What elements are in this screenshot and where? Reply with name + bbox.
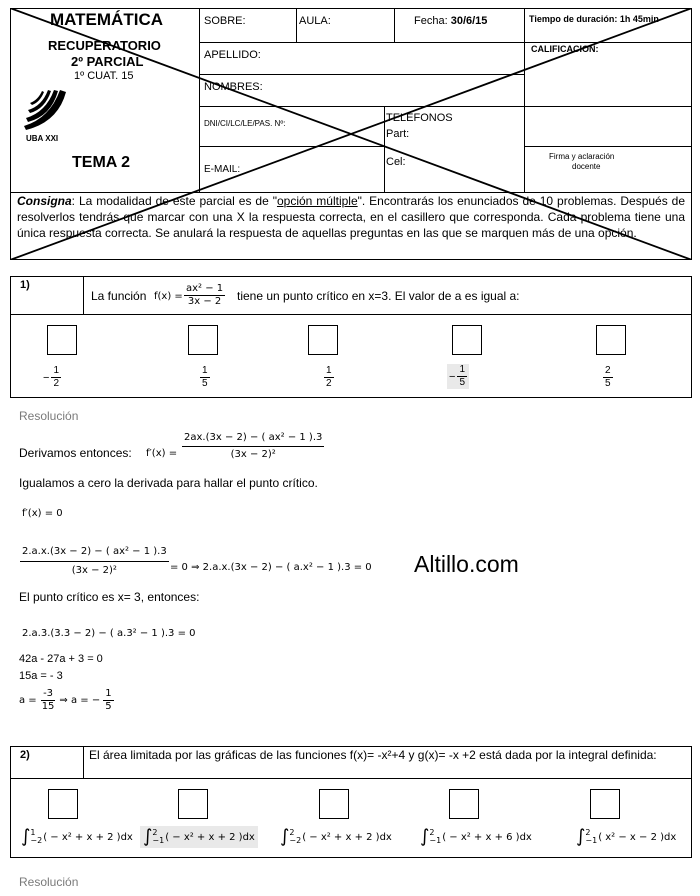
question-1-divider [10,314,692,315]
resolution-2-title: Resolución [19,875,79,889]
final-answer: a = $\frac{-3}{15}$ ⇒ a = − $\frac{1}{5}$ [19,688,112,712]
question-1-function-lhs: f(x) = [154,291,183,302]
question-2-text: El área limitada por las gráficas de las funciones f(x)= -x²+4 y g(x)= -x +2 está dada por la integral definida: [89,748,657,762]
fecha-value: 30/6/15 [450,15,488,27]
simplified-line-b: 15a = - 3 [19,670,63,682]
q1-option-1-checkbox[interactable] [47,325,77,355]
question-1-text-before: La función [91,289,147,303]
firma-line1: Firma y aclaración [549,152,615,161]
aula-label: AULA: [299,15,331,27]
q1-option-1-value: − $\frac{1}{2}$ [43,365,59,389]
q2-option-5-checkbox[interactable] [590,789,620,819]
nombres-label: NOMBRES: [204,81,263,93]
q1-option-2-checkbox[interactable] [188,325,218,355]
sobre-label: SOBRE: [204,15,246,27]
integral-sign-icon: ∫ [143,826,153,847]
q2-option-5-integral: ∫ 2 −1 ( x² − x − 2 )dx [576,826,677,847]
derivative-fraction [182,432,324,461]
equation-numerator: 2.a.x.(3x − 2) − ( ax² − 1 ).3 [20,546,169,562]
term-label: 1º CUAT. 15 [74,70,134,82]
q1-option-4-checkbox[interactable] [452,325,482,355]
question-2-number: 2) [20,749,30,761]
igualamos-text: Igualamos a cero la derivada para hallar el punto crítico. [19,476,318,490]
calificacion-label: CALIFICACION: [531,44,599,54]
q1-option-3-checkbox[interactable] [308,325,338,355]
q2-option-4-integral: ∫ 2 −1 ( − x² + x + 6 )dx [420,826,532,847]
partial-label: 2º PARCIAL [71,54,144,69]
derivative-intro: Derivamos entonces: [19,446,132,460]
cross-out-mark [10,8,692,260]
q1-option-3-value: $\frac{1}{2}$ [326,365,332,389]
equation-denominator: (3x − 2)² [71,565,117,576]
consigna-text1: : La modalidad de este parcial es de " [71,194,277,208]
fraction-denominator: 3x − 2 [187,296,222,307]
q2-option-2-checkbox[interactable] [178,789,208,819]
q2-option-4-checkbox[interactable] [449,789,479,819]
simplified-line-a: 42a - 27a + 3 = 0 [19,653,103,665]
derivative-lhs: f′(x) = [146,448,178,459]
q1-option-5-value: $\frac{2}{5}$ [605,365,611,389]
integral-sign-icon: ∫ [576,826,586,847]
q2-option-3-integral: ∫ 2 −2 ( − x² + x + 2 )dx [280,826,392,847]
q1-option-4-value: − $\frac{1}{5}$ [447,364,469,389]
fraction-numerator: ax² − 1 [186,283,224,294]
equation-fraction [20,546,169,577]
question-2-divider [83,746,84,778]
apellido-label: APELLIDO: [204,49,261,61]
firma-line2: docente [572,162,601,171]
telefonos-label: TELEFONOS [386,112,453,124]
tiempo-label: Tiempo de duración: 1h 45min [529,14,659,24]
question-1-number: 1) [20,279,30,291]
punto-critico-text: El punto crítico es x= 3, entonces: [19,590,200,604]
email-label: E-MAIL: [204,164,241,175]
equation-rest: = 0 ⇒ 2.a.x.(3x − 2) − ( a.x² − 1 ).3 = 0 [170,562,372,573]
tema-label: TEMA 2 [72,154,131,171]
integral-sign-icon: ∫ [21,826,31,847]
q1-option-2-value: $\frac{1}{5}$ [202,365,208,389]
consigna-label: Consigna [17,194,72,208]
consigna-text2: ". Encontrarás los enunciados de 10 problemas. Después de resolverlos tendrás que marcar con una X la respuesta correcta, en el casillero que corresponda. Cada problema tiene una única respuesta correcta. Se anulará la respuesta de aquellas preguntas en las que se marquen más de una opción. [17,194,686,240]
part-label: Part: [386,128,410,140]
fprime-zero: f′(x) = 0 [22,508,63,519]
cel-label: Cel: [386,156,406,168]
question-1-divider [83,276,84,314]
derivative-numerator: 2ax.(3x − 2) − ( ax² − 1 ).3 [182,432,324,447]
logo-text: UBA XXI [26,134,59,143]
derivative-denominator: (3x − 2)² [230,449,276,460]
q2-option-3-checkbox[interactable] [319,789,349,819]
consigna-link: opción múltiple [276,194,358,208]
integral-sign-icon: ∫ [280,826,290,847]
q1-option-5-checkbox[interactable] [596,325,626,355]
question-1-function-fraction [184,283,225,308]
exam-type: RECUPERATORIO [48,38,161,53]
q2-option-2-integral: ∫ 2 −1 ( − x² + x + 2 )dx [140,826,258,848]
subject-title: MATEMÁTICA [50,10,163,29]
dni-label: DNI/CI/LC/LE/PAS. Nº: [204,119,286,128]
resolution-1-title: Resolución [19,409,79,423]
fecha-label: Fecha: [414,15,448,27]
question-1-text-after: tiene un punto crítico en x=3. El valor de a es igual a: [237,289,520,303]
q2-option-1-checkbox[interactable] [48,789,78,819]
integral-sign-icon: ∫ [420,826,430,847]
substituted-equation: 2.a.3.(3.3 − 2) − ( a.3² − 1 ).3 = 0 [22,628,196,639]
q2-option-1-integral: ∫ 1 −2 ( − x² + x + 2 )dx [21,826,133,847]
question-2-divider [10,778,692,779]
watermark: Altillo.com [414,551,519,577]
